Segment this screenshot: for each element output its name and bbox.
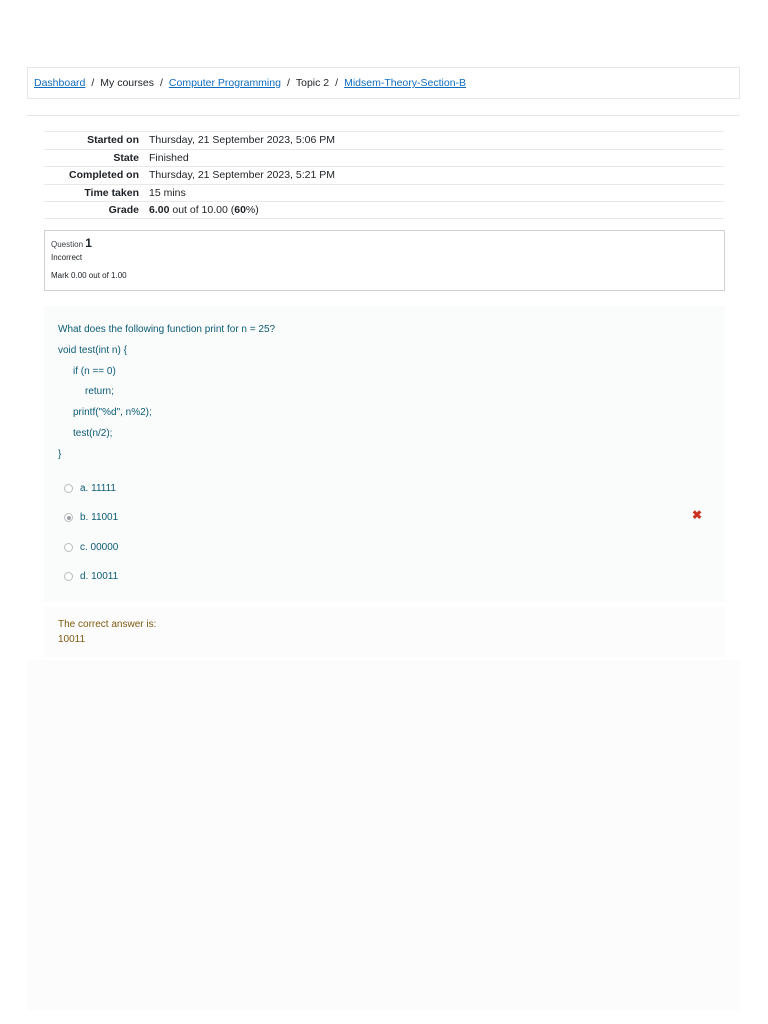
question-info-box [44, 230, 725, 291]
code-line: printf("%d", n%2); [73, 407, 152, 419]
option-label: b. 11001 [80, 512, 119, 524]
option-label: a. 11111 [80, 483, 116, 495]
time-taken-label: Time taken [84, 187, 139, 200]
feedback-box [44, 607, 725, 657]
question-prefix: Question [51, 240, 84, 249]
radio-button[interactable] [64, 543, 73, 552]
question-mark: Mark 0.00 out of 1.00 [51, 271, 127, 280]
answer-options [64, 474, 714, 591]
option-d[interactable] [64, 562, 714, 591]
correct-answer-label: The correct answer is: [58, 619, 157, 630]
summary-row-state [44, 149, 724, 167]
time-taken-value: 15 mins [149, 187, 186, 200]
question-number [51, 236, 718, 250]
breadcrumb-separator: / [286, 77, 290, 89]
started-value: Thursday, 21 September 2023, 5:06 PM [149, 134, 335, 147]
question-state: Incorrect [51, 253, 83, 262]
breadcrumb-my-courses: My courses [100, 77, 154, 89]
breadcrumb [27, 67, 740, 99]
page-lower-background [27, 660, 740, 1010]
code-line: return; [85, 386, 114, 398]
breadcrumb-course-link[interactable]: Computer Programming [168, 77, 281, 89]
incorrect-x-icon: ✖ [692, 508, 703, 523]
grade-end: %) [245, 204, 259, 217]
breadcrumb-quiz-link[interactable]: Midsem-Theory-Section-B [344, 77, 467, 89]
state-label: State [113, 151, 139, 164]
started-label: Started on [87, 134, 139, 147]
grade-out-of: out of 10.00 ( [169, 204, 235, 217]
breadcrumb-dashboard-link[interactable]: Dashboard [34, 77, 86, 89]
grade-label: Grade [108, 204, 139, 217]
option-b[interactable] [64, 503, 714, 532]
grade-value [149, 204, 259, 216]
code-line: if (n == 0) [73, 365, 116, 377]
summary-row-time [44, 184, 724, 202]
radio-button-selected[interactable] [64, 513, 73, 522]
summary-row-grade [44, 201, 724, 219]
code-line: } [58, 448, 62, 460]
code-line: void test(int n) { [58, 344, 127, 356]
option-a[interactable] [64, 474, 714, 503]
option-c[interactable] [64, 533, 714, 562]
breadcrumb-separator: / [335, 77, 339, 89]
completed-value: Thursday, 21 September 2023, 5:21 PM [149, 169, 335, 182]
breadcrumb-topic: Topic 2 [295, 77, 330, 89]
breadcrumb-separator: / [91, 77, 95, 89]
attempt-summary-table [44, 131, 724, 219]
breadcrumb-separator: / [159, 77, 163, 89]
header-divider [27, 115, 740, 116]
summary-row-started [44, 131, 724, 149]
code-line: test(n/2); [73, 427, 113, 439]
option-label: c. 00000 [80, 541, 119, 553]
summary-row-completed [44, 166, 724, 184]
radio-button[interactable] [64, 572, 73, 581]
radio-button[interactable] [64, 484, 73, 493]
question-number-value: 1 [85, 236, 92, 250]
grade-score: 6.00 [149, 204, 170, 217]
option-label: d. 10011 [80, 571, 119, 583]
grade-percent: 60 [234, 204, 246, 217]
state-value: Finished [149, 151, 189, 164]
correct-answer-value: 10011 [58, 634, 86, 645]
completed-label: Completed on [69, 169, 139, 182]
question-text: What does the following function print for n = 25? [58, 324, 276, 335]
